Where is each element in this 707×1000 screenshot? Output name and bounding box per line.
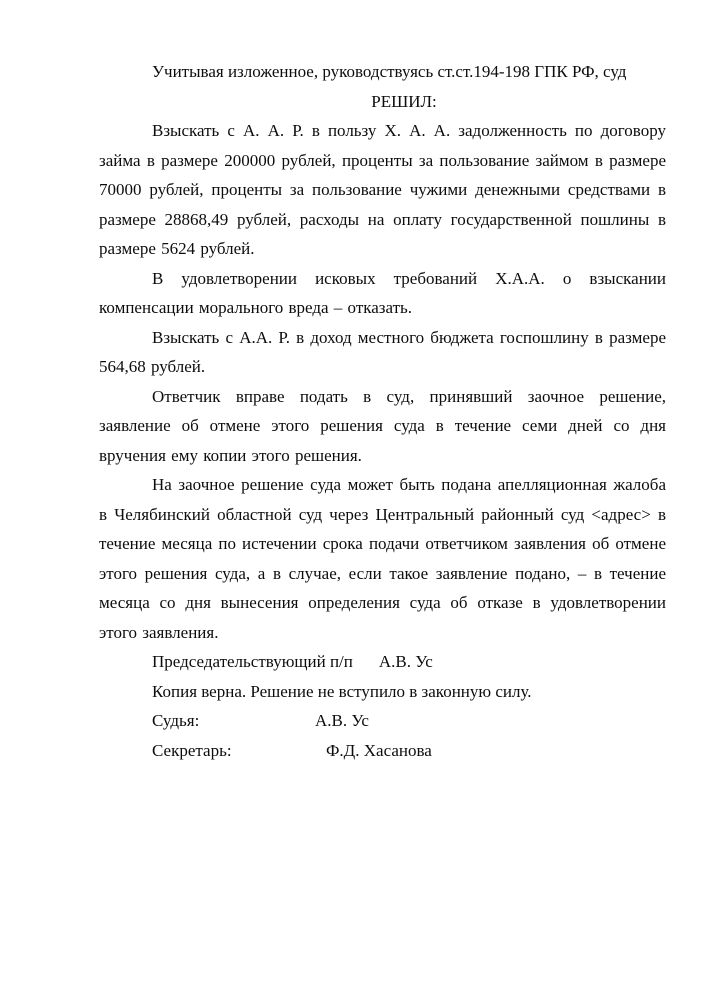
copy-certification-note: Копия верна. Решение не вступило в законную силу. — [152, 681, 532, 701]
document-body — [99, 57, 666, 765]
presiding-label: Председательствующий п/п — [152, 652, 353, 671]
resolution-heading: РЕШИЛ: — [371, 91, 437, 111]
intro-line: Учитывая изложенное, руководствуясь ст.ст.194-198 ГПК РФ, суд — [152, 62, 627, 81]
paragraph-defendant-right: Ответчик вправе подать в суд, принявший заочное решение, заявление об отмене этого решения суда в течение семи дней со дня вручения ему копии этого решения. — [99, 386, 666, 465]
secretary-label: Секретарь: — [152, 740, 232, 760]
paragraph-award: Взыскать с А. А. Р. в пользу Х. А. А. задолженность по договору займа в размере 200000 рублей, проценты за пользование займом в размере 70000 рублей, проценты за пользование чужими денежными средствами в размере 28868,49 рублей, расходы на оплату государственной пошлины в размере 5624 рублей. — [99, 121, 666, 258]
presiding-signature-row — [99, 647, 666, 677]
secretary-signature-row — [99, 736, 666, 766]
paragraph-appeal-procedure: На заочное решение суда может быть подана апелляционная жалоба в Челябинский областной суд через Центральный районный суд <адрес> в течение месяца по истечении срока подачи ответчиком заявления об отмене этого решения суда, а в случае, если такое заявление подано, – в течение месяца со дня вынесения определения суда об отказе в удовлетворении этого заявления. — [99, 475, 666, 642]
judge-name: А.В. Ус — [315, 711, 369, 730]
judge-signature-row — [99, 706, 666, 736]
presiding-name: А.В. Ус — [378, 652, 433, 671]
paragraph-moral-damages-denied: В удовлетворении исковых требований Х.А.А. о взыскании компенсации морального вреда – отказать. — [99, 268, 666, 317]
paragraph-state-duty: Взыскать с А.А. Р. в доход местного бюджета госпошлину в размере 564,68 рублей. — [99, 327, 666, 376]
secretary-name: Ф.Д. Хасанова — [326, 740, 432, 760]
judge-label: Судья: — [152, 711, 200, 730]
